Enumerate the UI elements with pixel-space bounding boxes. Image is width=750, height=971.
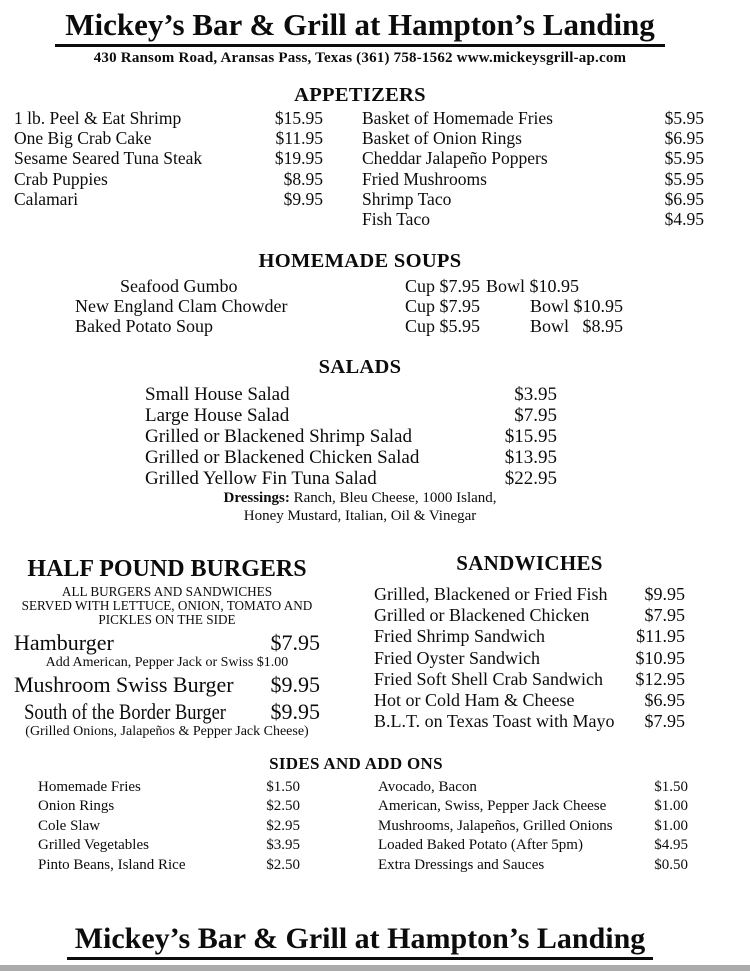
- menu-item-row: [14, 630, 320, 655]
- item-name: Cole Slaw: [38, 817, 101, 834]
- menu-item-row: [378, 797, 688, 816]
- item-price: $4.95: [664, 209, 704, 230]
- item-price: $13.95: [504, 447, 557, 468]
- menu-item-row: [14, 148, 323, 168]
- burgers-note-line: PICKLES ON THE SIDE: [98, 612, 236, 628]
- menu-item-row: [374, 711, 685, 732]
- menu-item-row: [362, 209, 704, 229]
- item-name: Sesame Seared Tuna Steak: [14, 148, 203, 169]
- sandwiches-column: [374, 550, 685, 732]
- item-price: $11.95: [636, 626, 685, 647]
- menu-item-row: [14, 169, 323, 189]
- menu-item-row: [38, 817, 300, 836]
- item-name: Fried Soft Shell Crab Sandwich: [374, 668, 603, 689]
- item-price: $6.95: [664, 188, 704, 209]
- menu-item-row: [378, 817, 688, 836]
- item-price: $5.95: [664, 168, 704, 189]
- hamburger-addons-note: Add American, Pepper Jack or Swiss $1.00: [45, 654, 289, 670]
- item-bowl-price: Bowl $8.95: [530, 316, 624, 336]
- item-price: $2.50: [266, 798, 300, 815]
- item-name: Extra Dressings and Sauces: [378, 856, 545, 873]
- item-price: $5.95: [664, 108, 704, 128]
- item-name: Shrimp Taco: [362, 188, 452, 209]
- item-name: Small House Salad: [145, 384, 290, 405]
- menu-item-row: [145, 426, 557, 447]
- item-price: $4.95: [654, 837, 688, 854]
- menu-item-row: [378, 778, 688, 797]
- item-price: $9.95: [270, 698, 320, 724]
- item-price: $15.95: [274, 108, 323, 128]
- menu-item-row: [75, 296, 685, 316]
- menu-item-row: [362, 189, 704, 209]
- restaurant-name: Mickey’s Bar & Grill at Hampton’s Landing: [55, 8, 665, 47]
- menu-item-row: [75, 316, 685, 336]
- item-name: Fried Mushrooms: [362, 168, 487, 189]
- item-name: Baked Potato Soup: [75, 316, 213, 336]
- dressings-line-2: Honey Mustard, Italian, Oil & Vinegar: [243, 507, 477, 524]
- dressings-note: [0, 490, 720, 525]
- menu-item-row: [14, 128, 323, 148]
- menu-item-row: [14, 189, 323, 209]
- item-price: $3.95: [514, 384, 557, 405]
- menu-item-row: [378, 836, 688, 855]
- item-name: Grilled Yellow Fin Tuna Salad: [145, 468, 377, 489]
- header: [0, 8, 720, 67]
- item-name: Mushroom Swiss Burger: [14, 671, 234, 697]
- item-price: $1.00: [654, 798, 688, 815]
- item-bowl-price: Bowl $10.95: [530, 296, 624, 316]
- item-name: Fried Oyster Sandwich: [374, 647, 540, 668]
- item-name: South of the Border Burger: [24, 698, 226, 724]
- item-name: Grilled Vegetables: [38, 837, 149, 854]
- dressings-label: Dressings:: [223, 490, 290, 506]
- item-name: New England Clam Chowder: [75, 296, 288, 316]
- item-price: $5.95: [664, 148, 704, 169]
- burgers-note-line: SERVED WITH LETTUCE, ONION, TOMATO AND: [21, 598, 313, 614]
- sides-right-column: [378, 778, 688, 875]
- menu-item-row: [38, 797, 300, 816]
- item-name: Seafood Gumbo: [120, 276, 238, 296]
- south-burger-note: (Grilled Onions, Jalapeños & Pepper Jack Cheese): [25, 723, 309, 739]
- item-name: Avocado, Bacon: [378, 779, 477, 795]
- menu-item-row: [374, 626, 685, 647]
- item-price: $8.95: [283, 168, 323, 189]
- item-name: Grilled, Blackened or Fried Fish: [374, 584, 608, 604]
- item-name: Grilled or Blackened Shrimp Salad: [145, 426, 412, 447]
- item-cup-price: Cup $7.95: [405, 276, 481, 296]
- footer: [0, 922, 720, 960]
- appetizers-right-column: [362, 108, 704, 229]
- item-price: $9.95: [283, 188, 323, 209]
- item-price: $11.95: [275, 128, 323, 149]
- item-price: $1.50: [654, 779, 688, 795]
- sides-left-column: [38, 778, 300, 875]
- item-price: $9.95: [644, 584, 685, 604]
- menu-item-row: [75, 276, 685, 296]
- item-name: Homemade Fries: [38, 779, 141, 795]
- item-name: Onion Rings: [38, 798, 115, 815]
- item-name: One Big Crab Cake: [14, 128, 152, 149]
- menu-item-row: [378, 856, 688, 875]
- item-name: 1 lb. Peel & Eat Shrimp: [14, 108, 182, 128]
- item-price: $7.95: [270, 629, 320, 655]
- item-name: Grilled or Blackened Chicken Salad: [145, 447, 420, 468]
- item-price: $19.95: [274, 148, 323, 169]
- section-title-sides: SIDES AND ADD ONS: [269, 754, 443, 773]
- item-price: $7.95: [644, 711, 685, 732]
- item-cup-price: Cup $5.95: [405, 316, 481, 336]
- item-name: Cheddar Jalapeño Poppers: [362, 148, 548, 169]
- menu-item-row: [362, 148, 704, 168]
- item-bowl-price: Bowl $10.95: [486, 276, 580, 296]
- menu-item-row: [374, 690, 685, 711]
- item-price: $2.50: [266, 856, 300, 873]
- item-price: $1.50: [266, 779, 300, 795]
- dressings-options-1: Ranch, Bleu Cheese, 1000 Island,: [293, 490, 497, 506]
- menu-item-row: [145, 405, 557, 426]
- scan-edge-strip: [0, 965, 750, 971]
- menu-item-row: [14, 672, 320, 697]
- menu-item-row: [362, 128, 704, 148]
- item-price: $10.95: [635, 647, 685, 668]
- section-title-sandwiches: SANDWICHES: [456, 551, 603, 575]
- item-price: $3.95: [266, 837, 300, 854]
- item-price: $0.50: [654, 856, 688, 873]
- item-name: Large House Salad: [145, 405, 290, 426]
- item-price: $12.95: [635, 668, 685, 689]
- item-price: $9.95: [270, 671, 320, 697]
- item-price: $2.95: [266, 817, 300, 834]
- menu-item-row: [38, 856, 300, 875]
- section-title-appetizers: APPETIZERS: [294, 84, 426, 106]
- item-price: $6.95: [664, 128, 704, 149]
- item-name: Basket of Homemade Fries: [362, 108, 553, 128]
- menu-item-row: [145, 468, 557, 489]
- menu-item-row: [38, 836, 300, 855]
- item-name: Mushrooms, Jalapeños, Grilled Onions: [378, 817, 613, 834]
- menu-item-row: [362, 108, 704, 128]
- section-title-salads: SALADS: [318, 356, 402, 378]
- dressings-line-1: [0, 490, 720, 508]
- burgers-note: [14, 585, 320, 628]
- burgers-column: [14, 548, 320, 739]
- section-title-burgers: HALF POUND BURGERS: [27, 556, 307, 582]
- item-cup-price: Cup $7.95: [405, 296, 481, 316]
- menu-item-row: [374, 669, 685, 690]
- item-name: Fried Shrimp Sandwich: [374, 626, 545, 647]
- item-name: B.L.T. on Texas Toast with Mayo: [374, 711, 615, 732]
- soups-list: [75, 276, 685, 336]
- appetizers-left-column: [14, 108, 323, 209]
- item-price: $22.95: [504, 468, 557, 489]
- item-name: American, Swiss, Pepper Jack Cheese: [378, 798, 607, 815]
- menu-item-row: [362, 169, 704, 189]
- burgers-note-line: ALL BURGERS AND SANDWICHES: [61, 584, 273, 599]
- item-price: $1.00: [654, 817, 688, 834]
- menu-item-row: [14, 108, 323, 128]
- menu-item-row: [145, 447, 557, 468]
- section-title-soups: HOMEMADE SOUPS: [258, 250, 462, 272]
- menu-item-row: [374, 648, 685, 669]
- item-name: Fish Taco: [362, 209, 430, 230]
- item-name: Grilled or Blackened Chicken: [374, 605, 590, 626]
- item-name: Hamburger: [14, 629, 114, 655]
- item-name: Crab Puppies: [14, 168, 108, 189]
- item-name: Loaded Baked Potato (After 5pm): [378, 837, 583, 854]
- item-price: $15.95: [504, 426, 557, 447]
- item-name: Basket of Onion Rings: [362, 128, 522, 149]
- salads-list: [145, 384, 557, 489]
- item-price: $7.95: [514, 405, 557, 426]
- menu-item-row: [14, 699, 320, 724]
- menu-item-row: [374, 605, 685, 626]
- item-price: $7.95: [644, 605, 685, 626]
- address-line: 430 Ransom Road, Aransas Pass, Texas (361) 758-1562 www.mickeysgrill-ap.com: [93, 49, 627, 66]
- item-name: Pinto Beans, Island Rice: [38, 856, 186, 873]
- item-price: $6.95: [644, 690, 685, 711]
- item-name: Hot or Cold Ham & Cheese: [374, 690, 575, 711]
- footer-restaurant-name: Mickey’s Bar & Grill at Hampton’s Landing: [67, 922, 654, 960]
- menu-item-row: [145, 384, 557, 405]
- item-name: Calamari: [14, 188, 79, 209]
- menu-item-row: [374, 584, 685, 605]
- menu-item-row: [38, 778, 300, 797]
